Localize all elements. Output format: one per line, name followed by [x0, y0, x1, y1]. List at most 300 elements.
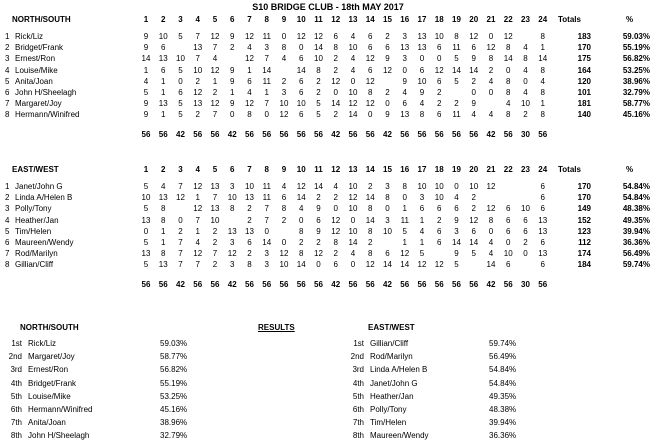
- board-score: 12: [400, 249, 410, 259]
- board-score: 11: [452, 43, 461, 53]
- board-score: 2: [281, 76, 287, 86]
- result-rank: 4th: [10, 378, 22, 388]
- board-score: 2: [316, 88, 321, 97]
- board-score: 2: [316, 193, 321, 203]
- column-total: 56: [193, 279, 203, 289]
- column-total: 56: [141, 129, 151, 139]
- board-score: 9: [230, 32, 235, 41]
- board-score: 13: [538, 249, 548, 259]
- percent-header: %: [626, 165, 634, 174]
- pair-total: 184: [577, 260, 591, 270]
- board-score: 0: [178, 76, 183, 86]
- board-score: 5: [143, 204, 149, 214]
- pair-row: [0, 65, 656, 76]
- board-score: 8: [506, 88, 511, 97]
- column-header: 23: [521, 15, 530, 24]
- result-name: Linda A/Helen B: [370, 365, 428, 375]
- column-header: 22: [503, 165, 513, 174]
- board-score: 13: [417, 43, 427, 53]
- column-header: 2: [161, 165, 166, 174]
- board-score: 2: [437, 99, 442, 109]
- board-score: 0: [281, 32, 287, 41]
- board-score: 14: [486, 260, 496, 270]
- board-score: 12: [348, 99, 358, 109]
- column-total: 56: [348, 279, 358, 289]
- board-score: 6: [299, 110, 304, 120]
- board-score: 10: [417, 76, 427, 86]
- pair-total: 183: [577, 32, 591, 41]
- result-rank: 3rd: [10, 365, 22, 375]
- pair-total: 152: [577, 215, 591, 225]
- board-score: 12: [486, 204, 496, 214]
- board-score: 2: [523, 110, 528, 120]
- board-score: 4: [488, 76, 494, 86]
- results-ns-heading: NORTH/SOUTH: [20, 323, 79, 332]
- result-name: Polly/Tony: [370, 405, 407, 414]
- board-score: 9: [230, 76, 235, 86]
- column-header: 12: [331, 15, 341, 24]
- pair-row: [0, 42, 656, 53]
- result-rank: 1st: [11, 339, 22, 348]
- board-score: 8: [281, 204, 287, 214]
- result-rank: 1st: [353, 339, 364, 348]
- pair-percent: 59.74%: [622, 260, 650, 270]
- board-score: 4: [523, 88, 528, 97]
- board-score: 2: [437, 215, 442, 225]
- column-header: 8: [264, 165, 269, 174]
- board-score: 8: [368, 226, 373, 236]
- pair-number: 8: [5, 260, 10, 270]
- pair-total: 120: [577, 76, 591, 86]
- board-score: 12: [193, 88, 203, 97]
- board-score: 0: [385, 99, 390, 109]
- pair-total: 170: [577, 43, 591, 53]
- board-score: 12: [245, 54, 254, 64]
- board-score: 5: [454, 260, 459, 270]
- board-score: 12: [331, 215, 341, 225]
- result-name: Anita/Joan: [28, 418, 66, 428]
- column-header: 17: [417, 165, 427, 174]
- result-percent: 56.82%: [160, 365, 188, 375]
- board-score: 12: [193, 204, 203, 214]
- board-score: 1: [161, 226, 166, 236]
- column-header: 6: [230, 165, 235, 174]
- board-score: 4: [333, 182, 338, 191]
- board-score: 4: [523, 43, 528, 53]
- result-name: Margaret/Joy: [28, 352, 75, 362]
- pair-name: Rod/Marilyn: [15, 249, 58, 259]
- board-score: 9: [419, 88, 425, 97]
- pair-number: 6: [5, 238, 10, 247]
- column-total: 56: [279, 129, 289, 139]
- board-score: 13: [400, 43, 410, 53]
- board-score: 0: [385, 204, 390, 214]
- board-score: 0: [281, 238, 287, 247]
- board-score: 6: [506, 260, 511, 270]
- board-score: 8: [161, 204, 166, 214]
- column-header: 7: [247, 165, 252, 174]
- result-percent: 56.49%: [489, 352, 517, 362]
- pair-total: 140: [577, 110, 591, 120]
- board-score: 4: [143, 76, 149, 86]
- column-total: 56: [158, 279, 168, 289]
- column-header: 21: [486, 15, 496, 24]
- pair-row: [0, 181, 656, 192]
- column-total: 56: [158, 129, 168, 139]
- board-score: 7: [178, 249, 183, 259]
- pair-percent: 59.03%: [622, 32, 650, 41]
- column-total: 56: [365, 279, 375, 289]
- pair-total: 174: [577, 249, 591, 259]
- board-score: 2: [333, 54, 338, 64]
- board-score: 4: [350, 32, 356, 41]
- board-score: 12: [296, 32, 306, 41]
- board-score: 7: [264, 54, 269, 64]
- board-score: 0: [299, 215, 304, 225]
- pair-percent: 54.84%: [622, 193, 650, 203]
- ew-column-totals-row: [0, 279, 656, 290]
- result-rank: 5th: [352, 391, 364, 401]
- result-name: Ernest/Ron: [28, 365, 69, 375]
- pair-number: 1: [5, 182, 10, 191]
- board-score: 14: [365, 215, 375, 225]
- board-score: 6: [454, 204, 459, 214]
- board-score: 2: [368, 182, 373, 191]
- board-score: 8: [368, 204, 373, 214]
- result-percent: 55.19%: [160, 378, 188, 388]
- column-total: 56: [538, 279, 548, 289]
- board-score: 1: [419, 238, 425, 247]
- board-score: 12: [210, 65, 220, 75]
- pair-total: 112: [578, 238, 591, 247]
- board-score: 7: [195, 54, 200, 64]
- ns-header-row: [0, 14, 656, 25]
- board-score: 0: [350, 215, 356, 225]
- column-total: 56: [434, 279, 444, 289]
- board-score: 0: [350, 76, 356, 86]
- column-total: 56: [469, 279, 479, 289]
- board-score: 4: [281, 54, 287, 64]
- board-score: 12: [365, 99, 375, 109]
- column-header: 21: [486, 165, 496, 174]
- result-rank: 2nd: [350, 352, 364, 362]
- column-total: 56: [296, 129, 306, 139]
- pair-percent: 38.96%: [622, 76, 650, 86]
- pair-percent: 54.84%: [622, 182, 650, 191]
- board-score: 1: [161, 238, 166, 247]
- column-total: 56: [262, 129, 272, 139]
- board-score: 8: [247, 110, 252, 120]
- board-score: 8: [488, 215, 494, 225]
- board-score: 4: [540, 76, 545, 86]
- board-score: 10: [348, 182, 358, 191]
- board-score: 7: [178, 182, 183, 191]
- board-score: 10: [210, 215, 220, 225]
- column-total: 56: [469, 129, 479, 139]
- board-score: 0: [230, 110, 235, 120]
- board-score: 2: [471, 193, 476, 203]
- board-score: 7: [264, 215, 269, 225]
- board-score: 10: [348, 88, 358, 97]
- board-score: 2: [385, 32, 390, 41]
- board-score: 6: [247, 76, 252, 86]
- board-score: 10: [383, 226, 392, 236]
- result-rank: 5th: [10, 391, 22, 401]
- board-score: 10: [158, 32, 168, 41]
- pair-number: 3: [5, 204, 10, 214]
- results-ew-heading: EAST/WEST: [368, 323, 415, 332]
- board-score: 0: [333, 204, 338, 214]
- pair-name: Polly/Tony: [15, 204, 52, 214]
- board-score: 8: [506, 43, 511, 53]
- section-heading: EAST/WEST: [12, 165, 59, 174]
- board-score: 2: [333, 65, 338, 75]
- result-percent: 54.84%: [489, 365, 517, 375]
- pair-name: Ernest/Ron: [15, 54, 56, 64]
- column-total: 42: [176, 279, 185, 289]
- board-score: 0: [368, 110, 373, 120]
- board-score: 2: [247, 204, 252, 214]
- column-header: 14: [365, 15, 375, 24]
- board-score: 11: [262, 193, 271, 203]
- column-header: 1: [143, 165, 149, 174]
- board-score: 12: [314, 32, 323, 41]
- column-total: 42: [176, 129, 185, 139]
- board-score: 4: [488, 110, 494, 120]
- board-score: 11: [262, 76, 271, 86]
- board-score: 2: [212, 88, 218, 97]
- board-score: 12: [245, 99, 254, 109]
- board-score: 8: [385, 193, 390, 203]
- board-score: 5: [454, 76, 459, 86]
- column-header: 4: [195, 15, 200, 24]
- board-score: 3: [230, 238, 235, 247]
- board-score: 3: [385, 215, 390, 225]
- result-percent: 58.77%: [160, 352, 188, 362]
- board-score: 12: [331, 226, 341, 236]
- board-score: 14: [400, 260, 410, 270]
- board-score: 4: [350, 65, 356, 75]
- board-score: 6: [402, 99, 407, 109]
- board-score: 13: [141, 249, 151, 259]
- board-score: 8: [299, 226, 304, 236]
- board-score: 6: [523, 215, 528, 225]
- board-score: 3: [385, 182, 390, 191]
- board-score: 0: [316, 260, 321, 270]
- board-score: 4: [454, 193, 459, 203]
- ew-header-row: [0, 164, 656, 175]
- pair-percent: 56.49%: [622, 249, 650, 259]
- board-score: 6: [299, 76, 304, 86]
- board-score: 8: [247, 260, 252, 270]
- board-score: 6: [333, 260, 338, 270]
- board-score: 0: [402, 193, 407, 203]
- board-score: 13: [210, 182, 220, 191]
- board-score: 12: [331, 76, 341, 86]
- board-score: 6: [437, 226, 442, 236]
- board-score: 5: [454, 54, 459, 64]
- result-name: Janet/John G: [370, 378, 418, 388]
- board-score: 4: [506, 99, 511, 109]
- column-total: 56: [245, 129, 254, 139]
- board-score: 13: [417, 32, 427, 41]
- result-name: John H/Sheelagh: [28, 431, 90, 441]
- board-score: 6: [471, 43, 476, 53]
- pair-percent: 36.36%: [622, 238, 650, 247]
- board-score: 6: [437, 204, 442, 214]
- result-name: Heather/Jan: [370, 391, 414, 401]
- board-score: 12: [193, 182, 203, 191]
- board-score: 12: [486, 43, 496, 53]
- column-header: 11: [314, 15, 323, 24]
- pair-name: Janet/John G: [15, 182, 63, 191]
- result-name: Hermann/Winifred: [28, 405, 93, 414]
- board-score: 13: [245, 193, 254, 203]
- board-score: 14: [348, 238, 358, 247]
- board-score: 6: [540, 193, 545, 203]
- board-score: 14: [469, 238, 479, 247]
- board-score: 1: [195, 226, 200, 236]
- board-score: 2: [333, 110, 338, 120]
- board-score: 9: [230, 99, 235, 109]
- board-score: 3: [264, 249, 269, 259]
- board-score: 6: [471, 226, 476, 236]
- pair-name: Anita/Joan: [15, 76, 53, 86]
- board-score: 2: [281, 215, 287, 225]
- result-percent: 53.25%: [160, 391, 188, 401]
- board-score: 6: [385, 43, 390, 53]
- board-score: 3: [454, 226, 459, 236]
- column-total: 56: [193, 129, 203, 139]
- board-score: 14: [452, 65, 461, 75]
- column-header: 16: [400, 15, 410, 24]
- column-total: 56: [538, 129, 548, 139]
- board-score: 5: [143, 182, 149, 191]
- board-score: 0: [488, 226, 494, 236]
- board-score: 4: [212, 54, 218, 64]
- board-score: 0: [506, 238, 511, 247]
- column-total: 56: [452, 129, 461, 139]
- board-score: 14: [296, 260, 306, 270]
- column-total: 42: [227, 279, 237, 289]
- column-total: 56: [417, 129, 427, 139]
- column-total: 30: [521, 279, 530, 289]
- result-name: Bridget/Frank: [28, 378, 77, 388]
- board-score: 9: [230, 65, 235, 75]
- board-score: 2: [454, 99, 459, 109]
- board-score: 14: [452, 238, 461, 247]
- board-score: 12: [486, 182, 496, 191]
- board-score: 0: [264, 110, 269, 120]
- board-score: 1: [247, 65, 252, 75]
- board-score: 5: [143, 88, 149, 97]
- board-score: 12: [176, 193, 185, 203]
- result-percent: 59.74%: [489, 339, 517, 348]
- pair-percent: 49.35%: [622, 215, 650, 225]
- board-score: 12: [365, 76, 375, 86]
- board-score: 1: [195, 193, 200, 203]
- pair-row: [0, 53, 656, 64]
- board-score: 4: [299, 204, 304, 214]
- board-score: 14: [262, 65, 272, 75]
- result-rank: 7th: [352, 418, 364, 428]
- board-score: 10: [434, 193, 444, 203]
- column-header: 9: [281, 15, 287, 24]
- board-score: 8: [333, 238, 338, 247]
- board-score: 12: [348, 193, 358, 203]
- column-header: 5: [212, 165, 218, 174]
- column-total: 42: [227, 129, 237, 139]
- board-score: 0: [437, 54, 442, 64]
- board-score: 1: [402, 204, 407, 214]
- board-score: 13: [538, 215, 548, 225]
- board-score: 2: [212, 238, 218, 247]
- board-score: 8: [506, 76, 511, 86]
- board-score: 3: [264, 43, 269, 53]
- board-score: 6: [368, 43, 373, 53]
- board-score: 9: [143, 99, 149, 109]
- board-score: 13: [538, 226, 548, 236]
- column-header: 2: [161, 15, 166, 24]
- board-score: 14: [538, 54, 548, 64]
- column-header: 19: [452, 165, 461, 174]
- board-score: 0: [143, 226, 149, 236]
- board-score: 4: [419, 226, 425, 236]
- column-header: 23: [521, 165, 530, 174]
- board-score: 7: [195, 260, 200, 270]
- board-score: 2: [299, 238, 304, 247]
- board-score: 13: [158, 260, 168, 270]
- board-score: 9: [143, 43, 149, 53]
- result-percent: 48.38%: [489, 405, 517, 414]
- board-score: 6: [299, 54, 304, 64]
- board-score: 0: [471, 88, 476, 97]
- board-score: 7: [212, 43, 218, 53]
- board-score: 6: [540, 238, 545, 247]
- result-rank: 6th: [10, 405, 22, 414]
- pair-percent: 53.25%: [622, 65, 650, 75]
- board-score: 2: [316, 76, 321, 86]
- pair-percent: 58.77%: [622, 99, 650, 109]
- column-header: 10: [296, 15, 306, 24]
- board-score: 12: [245, 32, 254, 41]
- board-score: 5: [419, 249, 425, 259]
- board-score: 2: [212, 226, 218, 236]
- board-score: 6: [161, 65, 166, 75]
- board-score: 12: [434, 65, 444, 75]
- column-header: 1: [143, 15, 149, 24]
- column-header: 12: [331, 165, 341, 174]
- board-score: 13: [193, 43, 203, 53]
- column-header: 6: [230, 15, 235, 24]
- pair-name: Rick/Liz: [15, 32, 44, 41]
- board-score: 2: [247, 249, 252, 259]
- board-score: 0: [523, 76, 528, 86]
- pair-percent: 32.79%: [622, 88, 650, 97]
- pair-total: 175: [577, 54, 591, 64]
- board-score: 1: [212, 76, 218, 86]
- column-header: 14: [365, 165, 375, 174]
- page-title: S10 BRIDGE CLUB - 18th MAY 2017: [252, 2, 404, 12]
- board-score: 9: [402, 76, 407, 86]
- board-score: 1: [161, 76, 166, 86]
- pair-number: 4: [5, 215, 10, 225]
- board-score: 6: [299, 88, 304, 97]
- column-header: 18: [434, 15, 444, 24]
- board-score: 2: [230, 43, 235, 53]
- board-score: 7: [212, 249, 218, 259]
- column-total: 42: [486, 279, 496, 289]
